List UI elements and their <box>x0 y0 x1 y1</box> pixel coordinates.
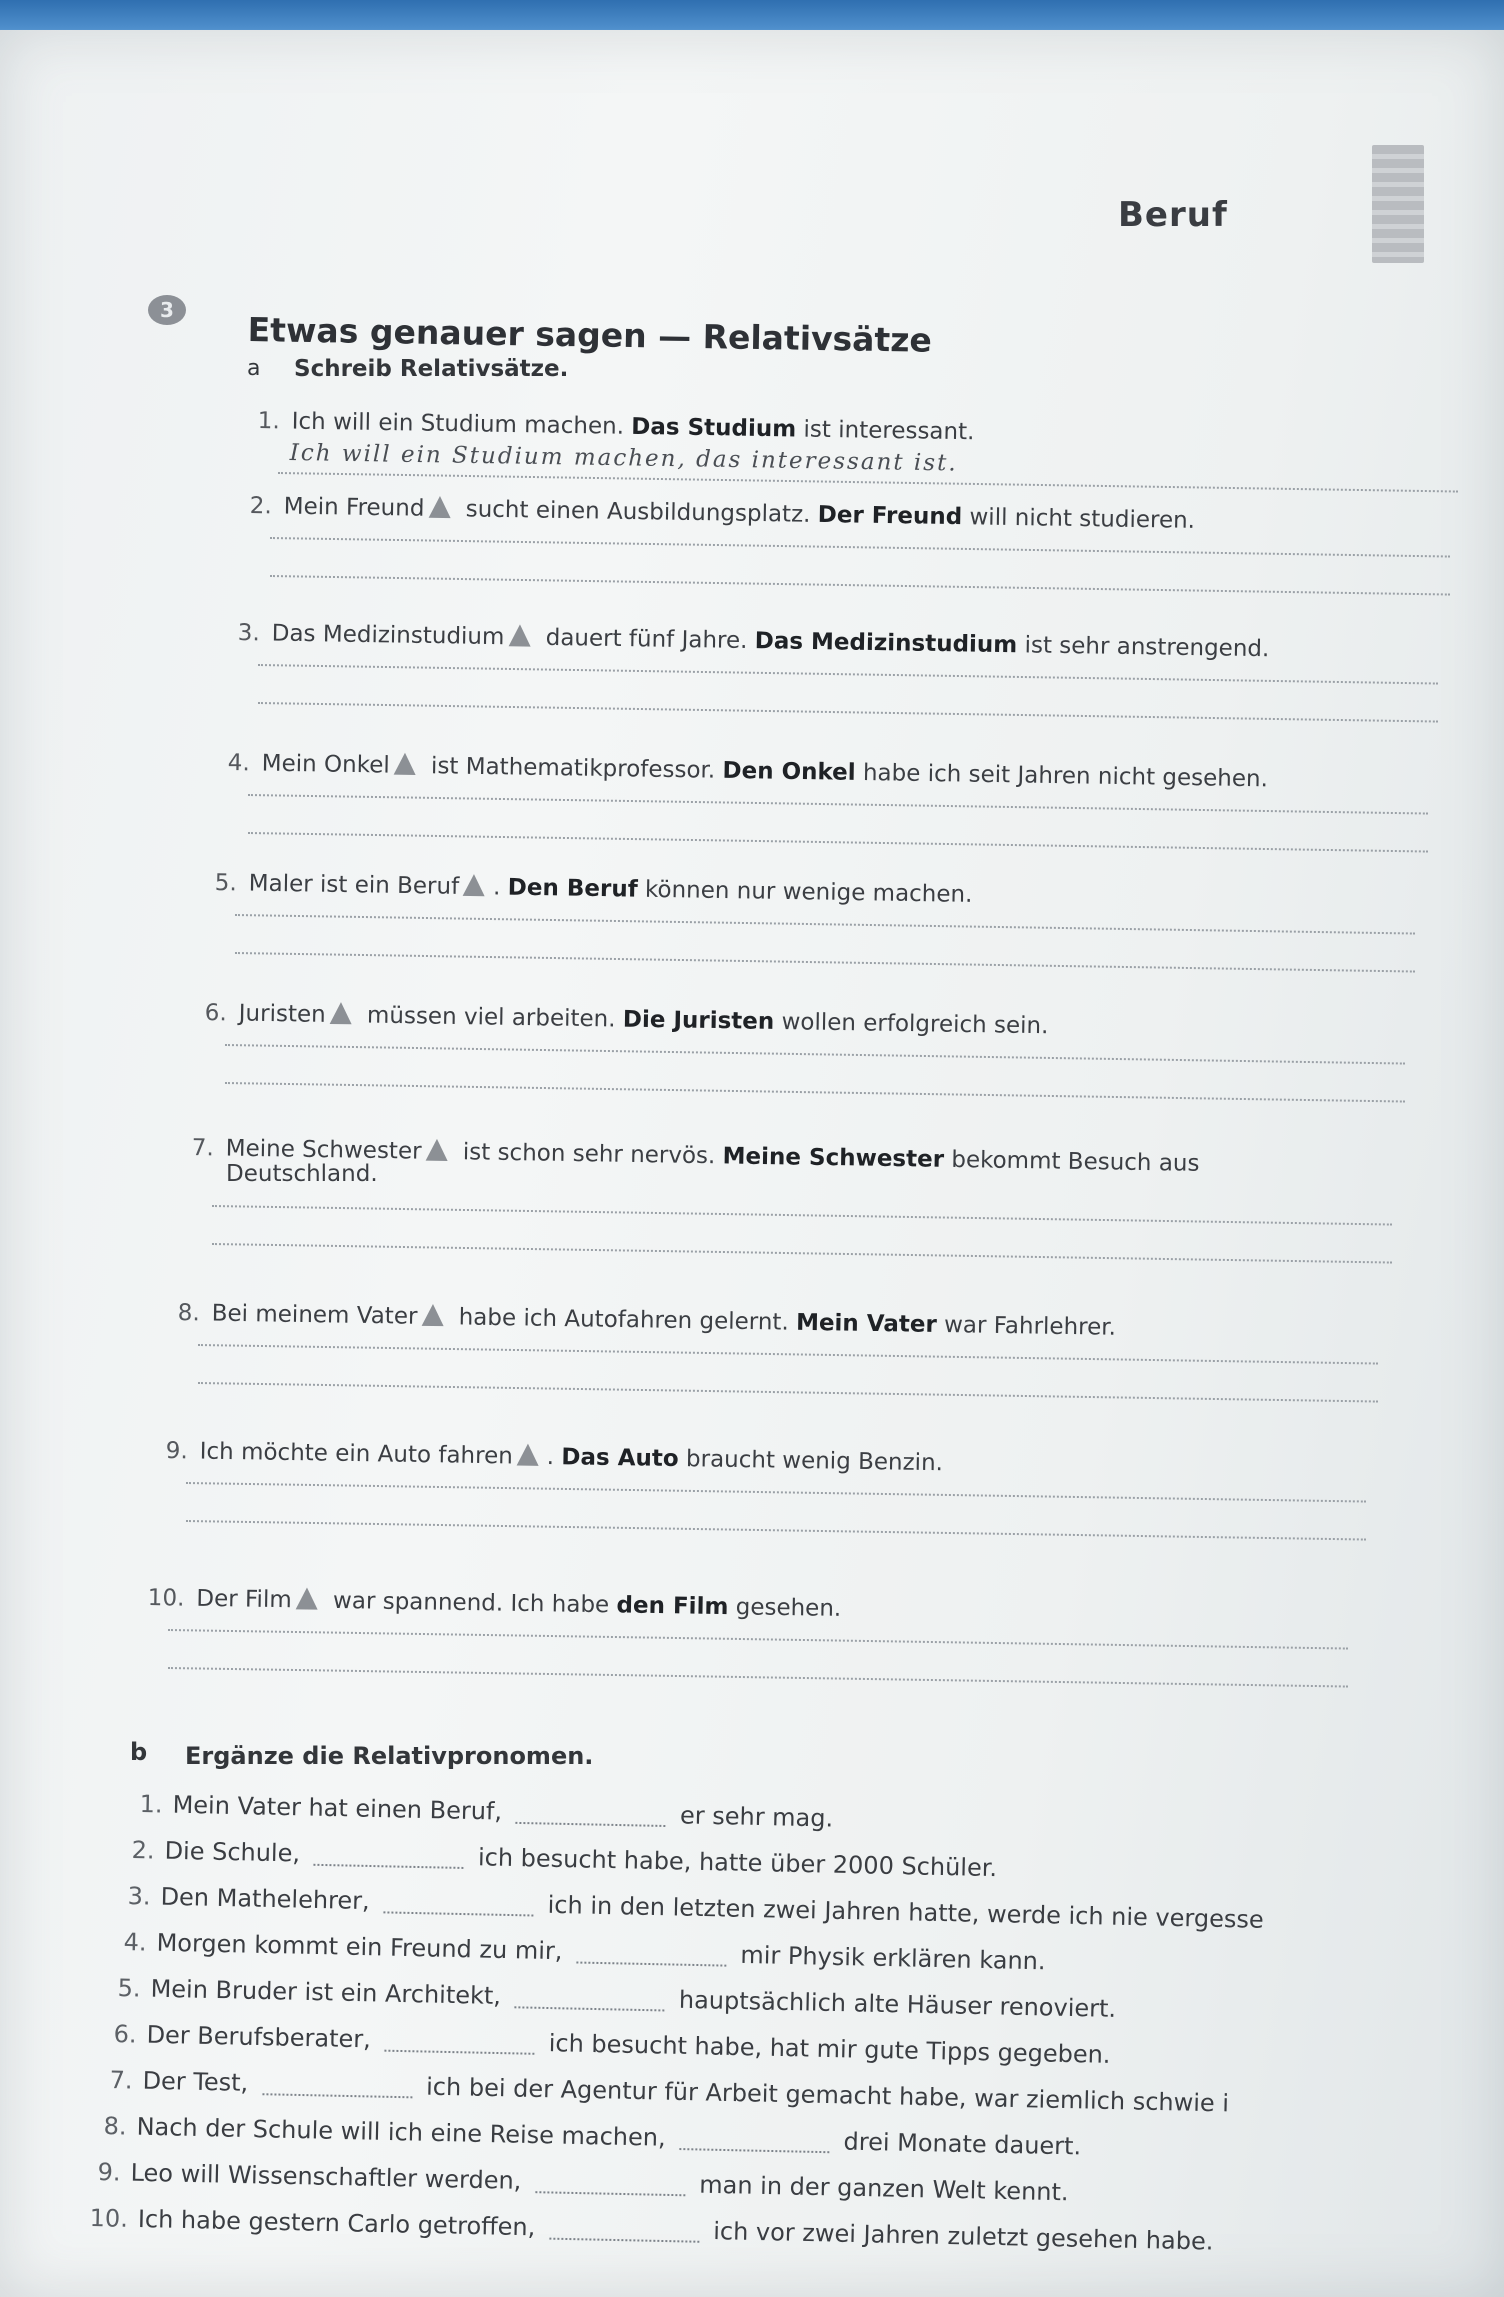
task-number: 1. <box>139 1790 163 1819</box>
insert-marker-icon <box>428 496 450 518</box>
task-sentence-end: ich besucht habe, hatte über 2000 Schüler. <box>477 1843 998 1883</box>
task-sentence-start: Nach der Schule will ich eine Reise machen, <box>136 2112 666 2152</box>
task-sentence-end: ich besucht habe, hat mir gute Tipps gegeben. <box>548 2029 1111 2069</box>
task-bold-noun: den Film <box>616 1592 729 1621</box>
task-number: 7. <box>109 2066 133 2095</box>
insert-marker-icon <box>330 1002 352 1024</box>
task-sentence-end: man in der ganzen Welt kennt. <box>699 2170 1069 2207</box>
task-sentence-middle: . <box>492 874 508 901</box>
task-number: 2. <box>249 493 272 520</box>
task-sentence-end: bekommt Besuch aus <box>943 1146 1200 1177</box>
task-sentence-start: Der Test, <box>142 2066 249 2097</box>
task-number: 3. <box>237 620 260 647</box>
task-sentence-start: Mein Onkel <box>261 750 390 779</box>
task-sentence-start: Bei meinem Vater <box>211 1300 418 1330</box>
task-sentence-middle: . <box>616 413 632 440</box>
relative-pronoun-blank[interactable] <box>549 2238 699 2243</box>
task-bold-noun: Das Auto <box>561 1444 679 1473</box>
insert-marker-icon <box>296 1587 318 1609</box>
task-number: 8. <box>177 1300 200 1327</box>
task-number: 4. <box>123 1928 147 1957</box>
task-bold-noun: Das Studium <box>631 413 797 443</box>
relative-pronoun-blank[interactable] <box>535 2191 685 2196</box>
task-sentence-start: Mein Vater hat einen Beruf, <box>172 1790 503 1826</box>
task-sentence-end: hauptsächlich alte Häuser renoviert. <box>678 1985 1117 2023</box>
insert-marker-icon <box>508 624 530 646</box>
task-bold-noun: Die Juristen <box>622 1006 775 1035</box>
part-a-letter: a <box>247 356 261 381</box>
relative-pronoun-blank[interactable] <box>383 1911 533 1916</box>
task-number: 7. <box>191 1135 214 1162</box>
insert-marker-icon <box>421 1304 443 1326</box>
task-sentence-middle: war spannend. Ich habe <box>325 1587 617 1619</box>
task-sentence-end: wollen erfolgreich sein. <box>774 1008 1049 1040</box>
task-sentence-start: Die Schule, <box>164 1836 301 1868</box>
task-number: 5. <box>214 870 237 897</box>
task-number: 9. <box>97 2158 121 2187</box>
task-bold-noun: Meine Schwester <box>722 1143 945 1173</box>
task-number: 3. <box>127 1882 151 1911</box>
task-number: 5. <box>117 1974 141 2003</box>
exercise-number-icon: 3 <box>148 295 186 325</box>
task-sentence-middle: ist schon sehr nervös. <box>455 1139 723 1170</box>
task-number: 1. <box>257 408 280 435</box>
relative-pronoun-blank[interactable] <box>314 1864 464 1869</box>
task-sentence-end: ich bei der Agentur für Arbeit gemacht habe, war ziemlich schwie i <box>425 2072 1230 2118</box>
task-sentence-middle: ist Mathematikprofessor. <box>423 753 723 784</box>
task-number: 9. <box>165 1438 188 1465</box>
relative-pronoun-blank[interactable] <box>516 1822 666 1827</box>
task-sentence-end: mir Physik erklären kann. <box>740 1940 1046 1976</box>
task-sentence-middle: dauert fünf Jahre. <box>538 624 755 655</box>
task-number: 10. <box>89 2204 129 2233</box>
task-sentence-start: Juristen <box>238 1000 326 1028</box>
relative-pronoun-blank[interactable] <box>679 2148 829 2153</box>
task-sentence-end: ist sehr anstrengend. <box>1017 632 1270 663</box>
task-sentence-start: Ich will ein Studium machen <box>291 408 617 440</box>
task-sentence-end: ich vor zwei Jahren zuletzt gesehen habe. <box>712 2217 1214 2256</box>
task-sentence-start: Das Medizinstudium <box>271 620 505 651</box>
task-bold-noun: Den Beruf <box>507 874 638 903</box>
task-sentence-start: Ich habe gestern Carlo getroffen, <box>137 2205 536 2242</box>
task-sentence-start: Mein Bruder ist ein Architekt, <box>150 1974 502 2011</box>
task-sentence-end: ist interessant. <box>796 416 975 446</box>
relative-pronoun-blank[interactable] <box>515 2006 665 2011</box>
task-sentence-end: ich in den letzten zwei Jahren hatte, werde ich nie vergesse <box>547 1890 1264 1934</box>
chapter-tab-marker <box>1372 145 1424 263</box>
task-sentence-start: Den Mathelehrer, <box>160 1882 370 1916</box>
task-number: 8. <box>103 2112 127 2141</box>
task-sentence-start: Mein Freund <box>283 493 425 522</box>
task-a-7-continuation: Deutschland. <box>226 1161 378 1187</box>
task-sentence-start: Morgen kommt ein Freund zu mir, <box>156 1928 563 1966</box>
task-bold-noun: Mein Vater <box>795 1309 938 1338</box>
task-sentence-end: er sehr mag. <box>679 1801 834 1833</box>
task-number: 6. <box>113 2020 137 2049</box>
exercise-title: Etwas genauer sagen — Relativsätze <box>247 310 933 360</box>
task-sentence-start: Ich möchte ein Auto fahren <box>199 1438 514 1470</box>
insert-marker-icon <box>463 874 485 896</box>
task-sentence-end: will nicht studieren. <box>961 504 1196 534</box>
task-sentence-end: war Fahrlehrer. <box>936 1311 1117 1341</box>
task-sentence-end: können nur wenige machen. <box>637 876 973 908</box>
part-b-instruction: Ergänze die Relativpronomen. <box>185 1742 594 1770</box>
task-sentence-start: Maler ist ein Beruf <box>248 870 460 900</box>
handwritten-answer-1: Ich will ein Studium machen, das interessant ist. <box>289 440 958 477</box>
task-sentence-end: gesehen. <box>728 1594 842 1622</box>
task-sentence-start: Der Film <box>196 1585 292 1614</box>
task-bold-noun: Den Onkel <box>722 757 856 786</box>
task-sentence-middle: . <box>546 1443 562 1471</box>
insert-marker-icon <box>425 1139 447 1161</box>
relative-pronoun-blank[interactable] <box>262 2093 412 2098</box>
relative-pronoun-blank[interactable] <box>385 2050 535 2055</box>
task-number: 6. <box>204 1000 227 1027</box>
task-sentence-end: drei Monate dauert. <box>843 2127 1082 2161</box>
task-number: 10. <box>147 1585 185 1612</box>
relative-pronoun-blank[interactable] <box>576 1961 726 1966</box>
task-bold-noun: Der Freund <box>817 501 963 531</box>
task-sentence-start: Leo will Wissenschaftler werden, <box>130 2158 522 2195</box>
task-number: 2. <box>131 1836 155 1865</box>
part-a-instruction: Schreib Relativsätze. <box>294 356 569 382</box>
task-sentence-middle: habe ich Autofahren gelernt. <box>451 1304 797 1336</box>
task-sentence-end: braucht wenig Benzin. <box>678 1446 944 1477</box>
insert-marker-icon <box>517 1444 539 1466</box>
task-number: 4. <box>227 750 250 777</box>
task-bold-noun: Das Medizinstudium <box>754 628 1018 659</box>
task-sentence-start: Der Berufsberater, <box>146 2020 372 2054</box>
task-sentence-middle: sucht einen Ausbildungsplatz. <box>458 496 818 528</box>
task-sentence-start: Meine Schwester <box>225 1135 422 1165</box>
insert-marker-icon <box>394 753 416 775</box>
task-sentence-middle: müssen viel arbeiten. <box>359 1002 624 1033</box>
section-title: Beruf <box>1118 195 1228 235</box>
task-sentence-end: habe ich seit Jahren nicht gesehen. <box>855 759 1269 793</box>
part-b-letter: b <box>130 1738 148 1766</box>
